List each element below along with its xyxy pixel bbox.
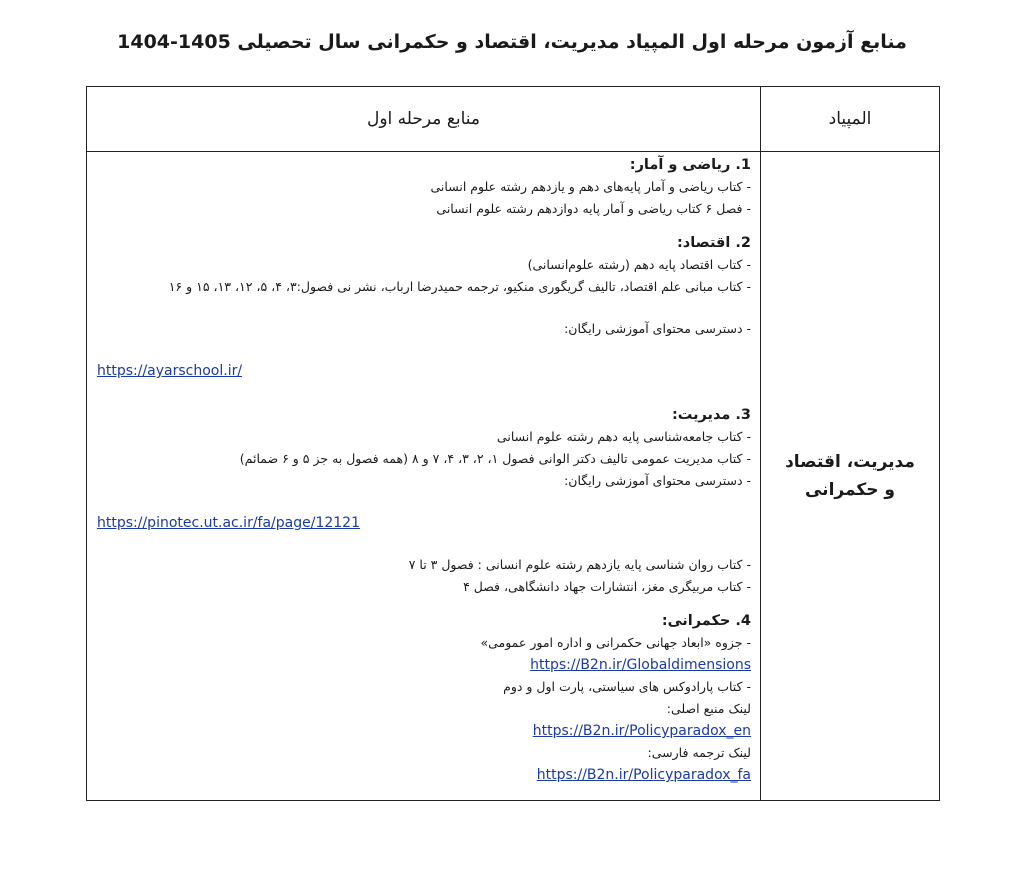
- source-line: لینک ترجمه فارسی:: [647, 745, 751, 760]
- ayarschool-link[interactable]: https://ayarschool.ir/: [97, 363, 243, 379]
- section-governance: [97, 610, 751, 786]
- sources-cell: [87, 152, 761, 801]
- source-line: - جزوه «ابعاد جهانی حکمرانی و اداره امور عمومی»: [480, 635, 751, 650]
- section-heading: 3. مدیریت:: [671, 407, 751, 423]
- section-management: [97, 404, 751, 598]
- document-title: منابع آزمون مرحله اول المپیاد مدیریت، اقتصاد و حکمرانی سال تحصیلی 1405-1404: [117, 31, 907, 53]
- content-row: [87, 152, 940, 801]
- section-heading: 1. ریاضی و آمار:: [629, 157, 751, 173]
- olympiad-name: مدیریت، اقتصاد و حکمرانی: [761, 152, 940, 801]
- source-line: - دسترسی محتوای آموزشی رایگان:: [564, 473, 751, 488]
- pinotec-link[interactable]: https://pinotec.ut.ac.ir/fa/page/12121: [97, 515, 360, 531]
- source-line: - کتاب مدیریت عمومی تالیف دکتر الوانی فصول ۱، ۲، ۳، ۴، ۷ و ۸ (همه فصول به جز ۵ و ۶ ضمائم): [239, 451, 751, 466]
- source-line: - کتاب روان شناسی پایه یازدهم رشته علوم انسانی : فصول ۳ تا ۷: [408, 557, 751, 572]
- source-line: لینک منبع اصلی:: [666, 701, 751, 716]
- sources-table: [86, 86, 940, 801]
- header-sources: منابع مرحله اول: [87, 87, 761, 152]
- section-heading: 4. حکمرانی:: [661, 613, 751, 629]
- source-line: - کتاب ریاضی و آمار پایه‌های دهم و یازدهم رشته علوم انسانی: [430, 179, 751, 194]
- source-line: - کتاب جامعه‌شناسی پایه دهم رشته علوم انسانی: [496, 429, 751, 444]
- source-line: - دسترسی محتوای آموزشی رایگان:: [564, 321, 751, 336]
- policy-paradox-fa-link[interactable]: https://B2n.ir/Policyparadox_fa: [536, 767, 751, 783]
- section-math: [97, 154, 751, 220]
- header-row: [87, 87, 940, 152]
- source-line: - کتاب مربیگری مغز، انتشارات جهاد دانشگاهی، فصل ۴: [463, 579, 751, 594]
- global-dimensions-link[interactable]: https://B2n.ir/Globaldimensions: [530, 657, 751, 673]
- source-line: - کتاب پارادوکس های سیاستی، پارت اول و دوم: [503, 679, 751, 694]
- policy-paradox-en-link[interactable]: https://B2n.ir/Policyparadox_en: [532, 723, 751, 739]
- source-line: - فصل ۶ کتاب ریاضی و آمار پایه دوازدهم رشته علوم انسانی: [436, 201, 751, 216]
- section-heading: 2. اقتصاد:: [676, 235, 751, 251]
- section-economics: [97, 232, 751, 382]
- header-olympiad: المپیاد: [761, 87, 940, 152]
- source-line: - کتاب اقتصاد پایه دهم (رشته علوم‌انسانی): [527, 257, 751, 272]
- source-line: - کتاب مبانی علم اقتصاد، تالیف گریگوری منکیو، ترجمه حمیدرضا ارباب، نشر نی فصول:۳، ۴، ۵، ۱۲، ۱۳، ۱۵ و ۱۶: [168, 279, 751, 294]
